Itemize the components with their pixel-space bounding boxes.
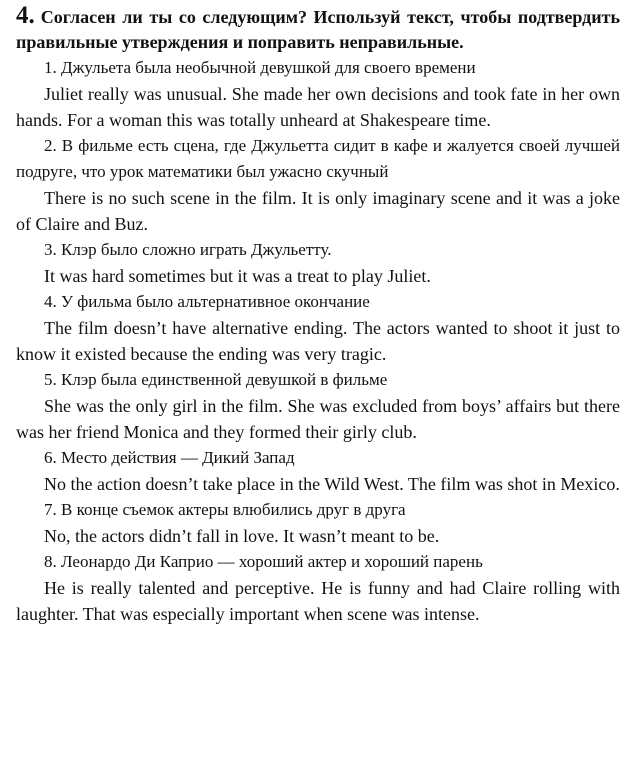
item-7 [16,497,620,549]
item-8 [16,549,620,627]
answer-3: It was hard sometimes but it was a treat to play Juliet. [44,266,431,286]
item-1 [16,55,620,133]
question-3: 3. Клэр было сложно играть Джульетту. [44,240,332,259]
task-header [16,4,620,54]
task-number: 4. [16,2,35,29]
answer-8: He is really talented and perceptive. He is funny and had Claire rolling with laughter. That was especially important when scene was intense. [16,578,620,624]
answer-7: No, the actors didn’t fall in love. It wasn’t meant to be. [44,526,440,546]
question-8: 8. Леонардо Ди Каприо — хороший актер и хороший парень [44,552,483,571]
item-6 [16,445,620,497]
question-2: 2. В фильме есть сцена, где Джульетта сидит в кафе и жалуется своей лучшей подруге, что урок математики был ужасно скучный [16,136,620,181]
answer-4: The film doesn’t have alternative ending. The actors wanted to shoot it just to know it existed because the ending was very tragic. [16,318,620,364]
item-5 [16,367,620,445]
question-4: 4. У фильма было альтернативное окончание [44,292,370,311]
question-5: 5. Клэр была единственной девушкой в фильме [44,370,388,389]
task-instruction: Согласен ли ты со следующим? Используй текст, чтобы подтвердить правильные утверждения и поправить неправильные. [16,7,620,52]
page [16,4,620,627]
item-4 [16,289,620,367]
question-1: 1. Джульета была необычной девушкой для своего времени [44,58,476,77]
answer-1: Juliet really was unusual. She made her own decisions and took fate in her own hands. For a woman this was totally unheard at Shakespeare time. [16,84,620,130]
item-3 [16,237,620,289]
item-2 [16,133,620,237]
answer-5: She was the only girl in the film. She was excluded from boys’ affairs but there was her friend Monica and they formed their girly club. [16,396,620,442]
question-7: 7. В конце съемок актеры влюбились друг в друга [44,500,406,519]
answer-2: There is no such scene in the film. It is only imaginary scene and it was a joke of Claire and Buz. [16,188,620,234]
answer-6: No the action doesn’t take place in the Wild West. The film was shot in Mexico. [44,474,620,494]
question-6: 6. Место действия — Дикий Запад [44,448,295,467]
